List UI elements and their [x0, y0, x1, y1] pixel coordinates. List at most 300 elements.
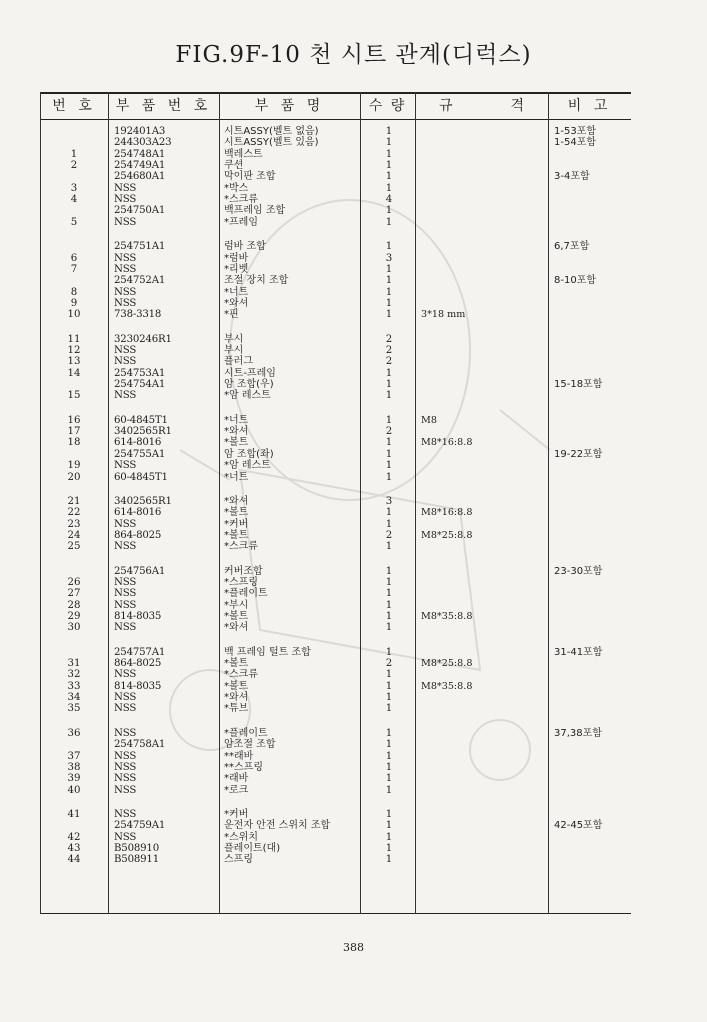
row-remark: [554, 669, 634, 681]
row-remark: [554, 345, 634, 357]
row-part-name: *스프링: [224, 576, 258, 588]
row-remark: [554, 530, 634, 542]
row-quantity: 1: [385, 599, 393, 611]
row-part-number: 3402565R1: [114, 426, 172, 438]
row-quantity: 1: [385, 703, 393, 715]
row-part-name: *볼트: [224, 529, 249, 541]
row-item-number: 33: [67, 680, 81, 692]
row-remark: [554, 519, 634, 531]
row-part-name: 스프링: [224, 854, 253, 866]
row-part-number: 60-4845T1: [114, 414, 168, 426]
row-part-name: *로크: [224, 784, 249, 796]
row-item-number: [40, 126, 108, 138]
row-item-number: 24: [67, 529, 81, 541]
row-part-name: 부시: [224, 345, 244, 356]
row-part-name: *핀: [224, 309, 239, 321]
row-specification: [421, 728, 543, 740]
row-specification: [421, 854, 543, 866]
row-part-name: 시트ASSY(벨트 있음): [224, 137, 319, 149]
row-part-name: *볼트: [224, 658, 249, 669]
row-remark: 19-22포함: [554, 448, 603, 460]
row-quantity: 1: [385, 182, 393, 194]
row-item-number: 32: [67, 669, 81, 681]
row-remark: [554, 577, 634, 589]
row-part-name: *래바: [224, 773, 249, 785]
row-quantity: 1: [385, 773, 393, 785]
row-item-number: 39: [67, 773, 81, 785]
row-specification: [421, 160, 543, 172]
row-item-number: 22: [67, 507, 81, 519]
row-part-name: *볼트: [224, 611, 249, 622]
row-part-number: 254753A1: [114, 367, 166, 379]
row-part-name: *튜브: [224, 703, 249, 715]
row-remark: [554, 194, 634, 206]
row-part-name: 부시: [224, 333, 244, 345]
row-item-number: 23: [67, 518, 81, 530]
row-part-number: NSS: [114, 182, 137, 194]
row-quantity: 1: [385, 622, 393, 634]
row-item-number: 17: [67, 426, 81, 438]
row-part-name: *프레임: [224, 216, 258, 228]
row-quantity: 1: [385, 761, 393, 773]
row-part-name: 시트-프레임: [224, 367, 276, 379]
row-item-number: 25: [67, 541, 81, 553]
row-quantity: 1: [385, 784, 393, 796]
row-part-number: 614-8016: [114, 437, 162, 449]
header-spec-left: 규: [439, 98, 453, 114]
row-quantity: 1: [385, 275, 393, 287]
row-part-number: NSS: [114, 808, 137, 820]
row-specification: [421, 183, 543, 195]
row-remark: [554, 751, 634, 763]
row-part-number: NSS: [114, 599, 137, 611]
row-part-name: *너트: [224, 286, 249, 298]
row-part-number: 254680A1: [114, 171, 166, 183]
row-part-number: 60-4845T1: [114, 471, 168, 483]
row-quantity: 1: [385, 263, 393, 275]
row-part-number: 254748A1: [114, 148, 166, 160]
row-specification: [421, 217, 543, 229]
row-part-number: 3402565R1: [114, 495, 172, 507]
row-item-number: 16: [67, 414, 81, 426]
row-part-number: 254750A1: [114, 205, 166, 217]
row-item-number: [40, 171, 108, 183]
row-remark: [554, 622, 634, 634]
row-part-name: **래바: [224, 750, 254, 762]
row-remark: [554, 843, 634, 855]
row-item-number: 9: [70, 297, 78, 309]
row-specification: [421, 647, 543, 659]
page-number: 388: [343, 941, 364, 954]
row-quantity: 1: [385, 565, 393, 577]
row-quantity: 1: [385, 297, 393, 309]
row-quantity: 1: [385, 680, 393, 692]
row-part-number: 864-8025: [114, 658, 162, 669]
row-part-number: NSS: [114, 669, 137, 681]
row-quantity: 1: [385, 241, 393, 253]
row-part-number: 814-8035: [114, 611, 162, 622]
row-item-number: [40, 820, 108, 832]
row-specification: [421, 692, 543, 704]
row-remark: [554, 183, 634, 195]
row-quantity: 1: [385, 286, 393, 298]
row-item-number: 34: [67, 692, 81, 704]
row-item-number: 2: [70, 160, 78, 171]
row-part-number: 254754A1: [114, 379, 166, 390]
row-item-number: 7: [70, 263, 78, 275]
row-remark: 3-4포함: [554, 171, 590, 183]
row-part-name: *부시: [224, 599, 249, 611]
row-remark: [554, 773, 634, 785]
row-part-name: 플러그: [224, 356, 253, 368]
row-quantity: 1: [385, 739, 393, 751]
row-quantity: 1: [385, 750, 393, 762]
row-specification: M8*35:8.8: [421, 680, 473, 692]
row-part-name: 막이판 조합: [224, 171, 276, 183]
row-specification: M8: [421, 414, 437, 426]
row-part-name: *스위치: [224, 831, 258, 843]
row-item-number: 10: [67, 309, 81, 321]
row-remark: 15-18포함: [554, 379, 603, 390]
row-part-name: *암 레스트: [224, 390, 271, 402]
row-part-number: 254759A1: [114, 820, 166, 832]
row-quantity: 1: [385, 148, 393, 160]
row-part-name: *플레이트: [224, 727, 268, 739]
row-part-name: *플레이트: [224, 588, 268, 600]
row-part-name: *너트: [224, 414, 249, 426]
row-specification: [421, 356, 543, 368]
row-quantity: 1: [385, 576, 393, 588]
row-specification: [421, 275, 543, 287]
row-item-number: 18: [67, 437, 81, 449]
row-part-name: 조절 장치 조합: [224, 275, 289, 287]
row-specification: [421, 253, 543, 265]
row-specification: [421, 298, 543, 310]
row-quantity: 1: [385, 854, 393, 866]
row-item-number: 29: [67, 611, 81, 622]
row-remark: 31-41포함: [554, 646, 603, 658]
row-remark: [554, 681, 634, 693]
row-quantity: 1: [385, 390, 393, 402]
row-specification: 3*18 mm: [421, 309, 466, 321]
row-part-name: 암 조합(좌): [224, 448, 274, 460]
row-part-number: NSS: [114, 252, 137, 264]
row-quantity: 3: [385, 495, 393, 507]
row-specification: M8*35:8.8: [421, 611, 473, 622]
row-part-name: 백 프레임 털트 조합: [224, 646, 311, 658]
row-specification: M8*16:8.8: [421, 507, 473, 519]
row-specification: [421, 843, 543, 855]
row-item-number: 3: [70, 182, 78, 194]
row-item-number: 14: [67, 367, 81, 379]
row-part-number: NSS: [114, 784, 137, 796]
row-part-number: B508910: [114, 842, 159, 854]
row-item-number: 15: [67, 390, 81, 402]
row-part-name: *너트: [224, 471, 249, 483]
row-item-number: 35: [67, 703, 81, 715]
row-specification: [421, 449, 543, 461]
row-part-number: 614-8016: [114, 507, 162, 519]
row-specification: [421, 519, 543, 531]
row-item-number: [40, 566, 108, 578]
row-part-name: **스프링: [224, 761, 263, 773]
row-remark: 1-53포함: [554, 126, 597, 137]
row-quantity: 1: [385, 611, 393, 622]
row-part-number: NSS: [114, 390, 137, 402]
row-specification: [421, 137, 543, 149]
row-quantity: 2: [385, 426, 393, 438]
row-part-number: 814-8035: [114, 680, 162, 692]
row-item-number: [40, 379, 108, 391]
row-specification: [421, 334, 543, 346]
row-quantity: 3: [385, 252, 393, 264]
row-part-number: NSS: [114, 622, 137, 634]
row-quantity: 4: [385, 194, 393, 206]
row-part-number: 254749A1: [114, 160, 166, 171]
row-part-number: 864-8025: [114, 529, 162, 541]
row-part-name: *볼트: [224, 437, 249, 449]
row-item-number: [40, 647, 108, 659]
row-item-number: 30: [67, 622, 81, 634]
row-part-number: 244303A23: [114, 137, 172, 149]
row-quantity: 1: [385, 160, 393, 171]
row-quantity: 1: [385, 379, 393, 390]
row-item-number: 1: [70, 148, 78, 160]
row-specification: [421, 600, 543, 612]
row-part-name: *와셔: [224, 692, 249, 704]
row-item-number: [40, 449, 108, 461]
row-quantity: 1: [385, 367, 393, 379]
row-specification: [421, 194, 543, 206]
row-remark: [554, 739, 634, 751]
row-quantity: 1: [385, 205, 393, 217]
row-specification: [421, 820, 543, 832]
row-part-number: NSS: [114, 750, 137, 762]
row-quantity: 1: [385, 460, 393, 472]
row-remark: [554, 426, 634, 438]
row-part-number: NSS: [114, 460, 137, 472]
row-part-name: 플레이트(대): [224, 842, 281, 854]
row-item-number: 13: [67, 356, 81, 368]
row-part-number: 254758A1: [114, 739, 166, 751]
row-remark: 1-54포함: [554, 137, 597, 149]
row-part-number: NSS: [114, 761, 137, 773]
row-remark: [554, 217, 634, 229]
row-item-number: 28: [67, 599, 81, 611]
row-specification: [421, 287, 543, 299]
row-part-number: NSS: [114, 541, 137, 553]
row-remark: [554, 496, 634, 508]
row-part-name: *스크류: [224, 669, 258, 681]
row-quantity: 1: [385, 727, 393, 739]
row-remark: 23-30포함: [554, 565, 603, 577]
row-specification: [421, 264, 543, 276]
row-part-name: *암 레스트: [224, 460, 271, 472]
row-specification: [421, 577, 543, 589]
row-quantity: 1: [385, 808, 393, 820]
row-item-number: 6: [70, 252, 78, 264]
row-part-name: *스크류: [224, 194, 258, 206]
row-remark: [554, 149, 634, 161]
row-part-number: NSS: [114, 576, 137, 588]
row-item-number: 41: [67, 808, 81, 820]
row-specification: [421, 460, 543, 472]
row-remark: 42-45포함: [554, 820, 603, 832]
row-remark: [554, 205, 634, 217]
row-specification: [421, 588, 543, 600]
row-remark: [554, 390, 634, 402]
row-quantity: 1: [385, 669, 393, 681]
row-part-name: 시트ASSY(벨트 없음): [224, 126, 319, 137]
row-part-number: NSS: [114, 345, 137, 356]
row-item-number: 12: [67, 345, 81, 356]
row-specification: M8*25:8.8: [421, 529, 473, 541]
row-specification: [421, 669, 543, 681]
row-specification: [421, 205, 543, 217]
row-item-number: [40, 241, 108, 253]
row-part-number: NSS: [114, 297, 137, 309]
row-item-number: 40: [67, 784, 81, 796]
row-part-number: NSS: [114, 356, 137, 368]
row-part-number: 254756A1: [114, 565, 166, 577]
row-item-number: 26: [67, 576, 81, 588]
row-quantity: 1: [385, 126, 393, 137]
row-part-number: NSS: [114, 588, 137, 600]
row-quantity: 1: [385, 471, 393, 483]
row-specification: [421, 566, 543, 578]
row-remark: [554, 588, 634, 600]
row-item-number: 42: [67, 831, 81, 843]
row-item-number: 43: [67, 842, 81, 854]
header-spec-right: 격: [510, 98, 524, 114]
row-item-number: 37: [67, 750, 81, 762]
row-specification: [421, 773, 543, 785]
row-specification: [421, 472, 543, 484]
page-title: FIG.9F-10 천 시트 관계(디럭스): [175, 42, 532, 68]
row-specification: [421, 809, 543, 821]
row-item-number: [40, 739, 108, 751]
row-remark: [554, 762, 634, 774]
row-part-number: NSS: [114, 727, 137, 739]
row-quantity: 1: [385, 820, 393, 832]
row-remark: [554, 507, 634, 519]
row-remark: [554, 460, 634, 472]
row-item-number: 38: [67, 761, 81, 773]
row-item-number: 36: [67, 727, 81, 739]
row-part-name: 백프레임 조합: [224, 205, 286, 217]
row-part-number: NSS: [114, 263, 137, 275]
row-part-name: *와셔: [224, 297, 249, 309]
row-remark: [554, 415, 634, 427]
row-part-number: 192401A3: [114, 126, 166, 137]
row-remark: [554, 703, 634, 715]
row-part-name: 암조절 조합: [224, 739, 276, 751]
row-remark: [554, 541, 634, 553]
row-part-number: 738-3318: [114, 309, 162, 321]
row-item-number: 44: [67, 854, 81, 866]
row-specification: [421, 149, 543, 161]
row-part-name: 운전자 안전 스위치 조합: [224, 820, 331, 832]
row-specification: [421, 751, 543, 763]
row-specification: [421, 622, 543, 634]
row-remark: [554, 611, 634, 623]
row-remark: [554, 356, 634, 368]
row-item-number: 11: [67, 333, 81, 345]
row-remark: [554, 368, 634, 380]
row-remark: [554, 472, 634, 484]
row-part-name: *와셔: [224, 622, 249, 634]
row-part-number: 3230246R1: [114, 333, 172, 345]
row-part-name: 커버조합: [224, 565, 263, 577]
row-specification: [421, 345, 543, 357]
row-remark: [554, 264, 634, 276]
row-part-name: 쿠션: [224, 160, 244, 171]
row-remark: [554, 785, 634, 797]
row-quantity: 1: [385, 831, 393, 843]
row-quantity: 1: [385, 646, 393, 658]
row-quantity: 1: [385, 437, 393, 449]
row-quantity: 2: [385, 356, 393, 368]
row-remark: [554, 854, 634, 866]
row-quantity: 2: [385, 333, 393, 345]
row-specification: [421, 785, 543, 797]
row-specification: [421, 390, 543, 402]
row-specification: [421, 762, 543, 774]
row-part-number: NSS: [114, 773, 137, 785]
row-quantity: 1: [385, 137, 393, 149]
row-item-number: 5: [70, 216, 78, 228]
row-part-number: NSS: [114, 831, 137, 843]
row-specification: M8*16:8.8: [421, 437, 473, 449]
row-remark: 37,38포함: [554, 727, 602, 739]
header-part-name: 부 품 명: [254, 98, 325, 114]
row-item-number: 31: [67, 658, 81, 669]
row-quantity: 2: [385, 658, 393, 669]
header-qty: 수 량: [368, 98, 407, 114]
row-item-number: [40, 205, 108, 217]
row-specification: [421, 241, 543, 253]
row-item-number: 27: [67, 588, 81, 600]
row-part-name: *커버: [224, 518, 249, 530]
row-specification: [421, 496, 543, 508]
row-part-number: NSS: [114, 216, 137, 228]
row-part-number: NSS: [114, 518, 137, 530]
row-quantity: 1: [385, 171, 393, 183]
row-remark: [554, 692, 634, 704]
row-part-name: *리벳: [224, 263, 249, 275]
row-quantity: 1: [385, 842, 393, 854]
row-part-name: *스크류: [224, 541, 258, 553]
row-remark: [554, 334, 634, 346]
row-part-number: 254752A1: [114, 275, 166, 287]
row-part-name: *럼바: [224, 252, 249, 264]
row-quantity: 1: [385, 309, 393, 321]
row-specification: [421, 126, 543, 138]
row-specification: [421, 171, 543, 183]
row-remark: [554, 600, 634, 612]
row-part-name: 럼바 조합: [224, 241, 266, 253]
row-part-name: *볼트: [224, 507, 249, 519]
row-part-number: 254751A1: [114, 241, 166, 253]
row-remark: [554, 287, 634, 299]
row-part-name: *와셔: [224, 426, 249, 438]
row-remark: [554, 832, 634, 844]
row-quantity: 1: [385, 518, 393, 530]
row-quantity: 1: [385, 448, 393, 460]
row-part-number: NSS: [114, 286, 137, 298]
row-item-number: 8: [70, 286, 78, 298]
row-part-name: *볼트: [224, 680, 249, 692]
